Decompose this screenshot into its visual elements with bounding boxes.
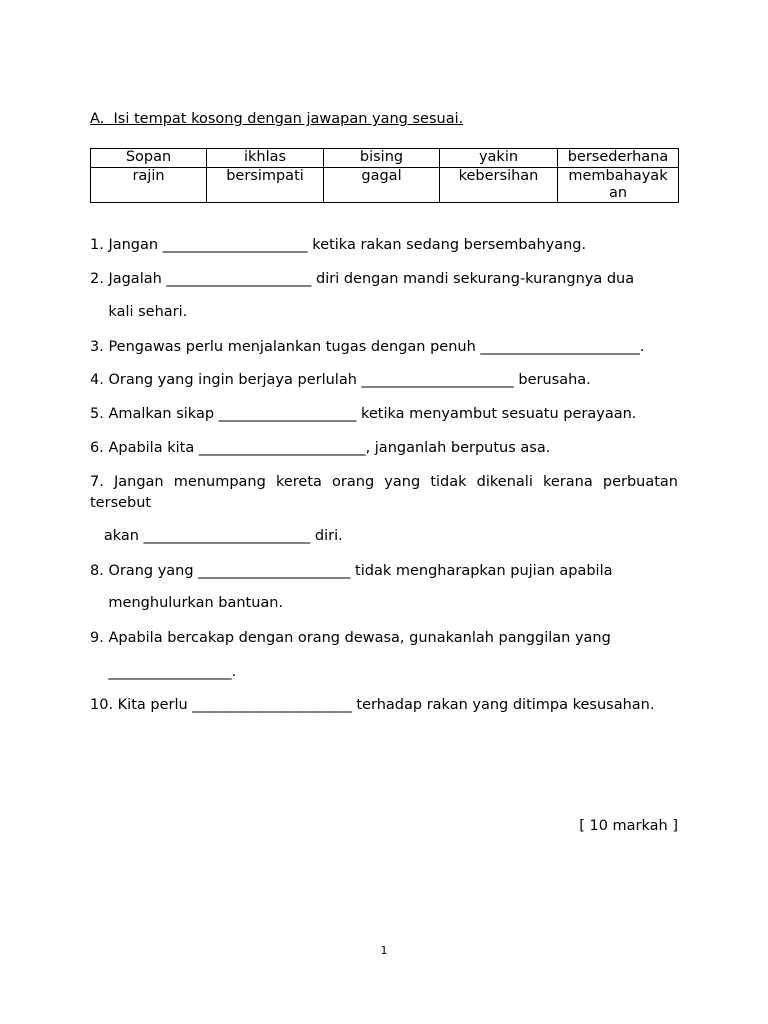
word-bank-cell: kebersihan: [440, 168, 558, 203]
question-9-continued: _________________.: [90, 664, 237, 680]
word-bank-table: [90, 148, 679, 203]
question-9: 9. Apabila bercakap dengan orang dewasa, gunakanlah panggilan yang: [90, 630, 611, 646]
question-10: 10. Kita perlu ______________________ terhadap rakan yang ditimpa kesusahan.: [90, 697, 655, 713]
question-7: 7. Jangan menumpang kereta orang yang tidak dikenali kerana perbuatan tersebut: [90, 474, 678, 511]
word-bank-cell: yakin: [440, 149, 558, 168]
word-bank-row: [91, 168, 679, 203]
question-3: 3. Pengawas perlu menjalankan tugas dengan penuh ______________________.: [90, 339, 645, 355]
question-2: 2. Jagalah ____________________ diri dengan mandi sekurang-kurangnya dua: [90, 271, 635, 287]
question-7-continued: akan _______________________ diri.: [90, 528, 343, 544]
question-8: 8. Orang yang _____________________ tidak mengharapkan pujian apabila: [90, 563, 613, 579]
section-heading: A. Isi tempat kosong dengan jawapan yang sesuai.: [90, 111, 464, 127]
word-bank-cell: ikhlas: [207, 149, 324, 168]
word-bank-cell: gagal: [324, 168, 440, 203]
question-1: 1. Jangan ____________________ ketika rakan sedang bersembahyang.: [90, 237, 587, 253]
word-bank-cell: rajin: [91, 168, 207, 203]
question-8-continued: menghulurkan bantuan.: [90, 595, 284, 611]
question-6: 6. Apabila kita _______________________, janganlah berputus asa.: [90, 440, 551, 456]
word-bank-cell: Sopan: [91, 149, 207, 168]
page-number: 1: [380, 944, 388, 957]
word-bank-cell: membahayak an: [558, 168, 679, 203]
word-bank-cell: bersederhana: [558, 149, 679, 168]
total-marks: [ 10 markah ]: [579, 818, 678, 834]
question-2-continued: kali sehari.: [90, 304, 188, 320]
question-4: 4. Orang yang ingin berjaya perlulah _____________________ berusaha.: [90, 372, 591, 388]
word-bank-cell: bersimpati: [207, 168, 324, 203]
word-bank-cell: bising: [324, 149, 440, 168]
question-5: 5. Amalkan sikap ___________________ ketika menyambut sesuatu perayaan.: [90, 406, 637, 422]
word-bank-row: [91, 149, 679, 168]
